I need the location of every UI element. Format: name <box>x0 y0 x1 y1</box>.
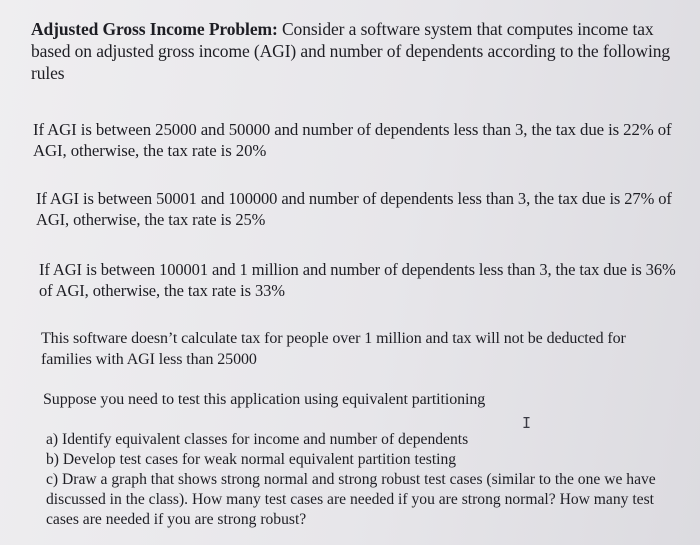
text-cursor-icon: I <box>522 414 532 432</box>
task-item-a: a) Identify equivalent classes for income and number of dependents <box>46 431 469 448</box>
problem-intro-text: Consider a software system that computes income tax based on adjusted gross income (AGI) and number of dependents according to the following rules <box>31 19 671 83</box>
rule-3: If AGI is between 100001 and 1 million and number of dependents less than 3, the tax due is 36% of AGI, otherwise, the tax rate is 33% <box>39 260 676 300</box>
task-list <box>46 430 666 530</box>
rule-1: If AGI is between 25000 and 50000 and number of dependents less than 3, the tax due is 22% of AGI, otherwise, the tax rate is 20% <box>33 120 672 160</box>
problem-intro <box>31 18 691 84</box>
task-item-c: c) Draw a graph that shows strong normal and strong robust test cases (similar to the one we have discussed in the class). How many test cases are needed if you are strong normal? How many test cases are needed if you are strong robust? <box>46 471 656 528</box>
testing-prompt: Suppose you need to test this application using equivalent partitioning <box>43 391 486 408</box>
task-item-b: b) Develop test cases for weak normal equivalent partition testing <box>46 451 457 468</box>
exclusion-note: This software doesn’t calculate tax for people over 1 million and tax will not be deducted for families with AGI less than 25000 <box>41 330 626 368</box>
rule-2: If AGI is between 50001 and 100000 and number of dependents less than 3, the tax due is 27% of AGI, otherwise, the tax rate is 25% <box>36 189 672 229</box>
problem-heading: Adjusted Gross Income Problem: <box>31 19 278 39</box>
